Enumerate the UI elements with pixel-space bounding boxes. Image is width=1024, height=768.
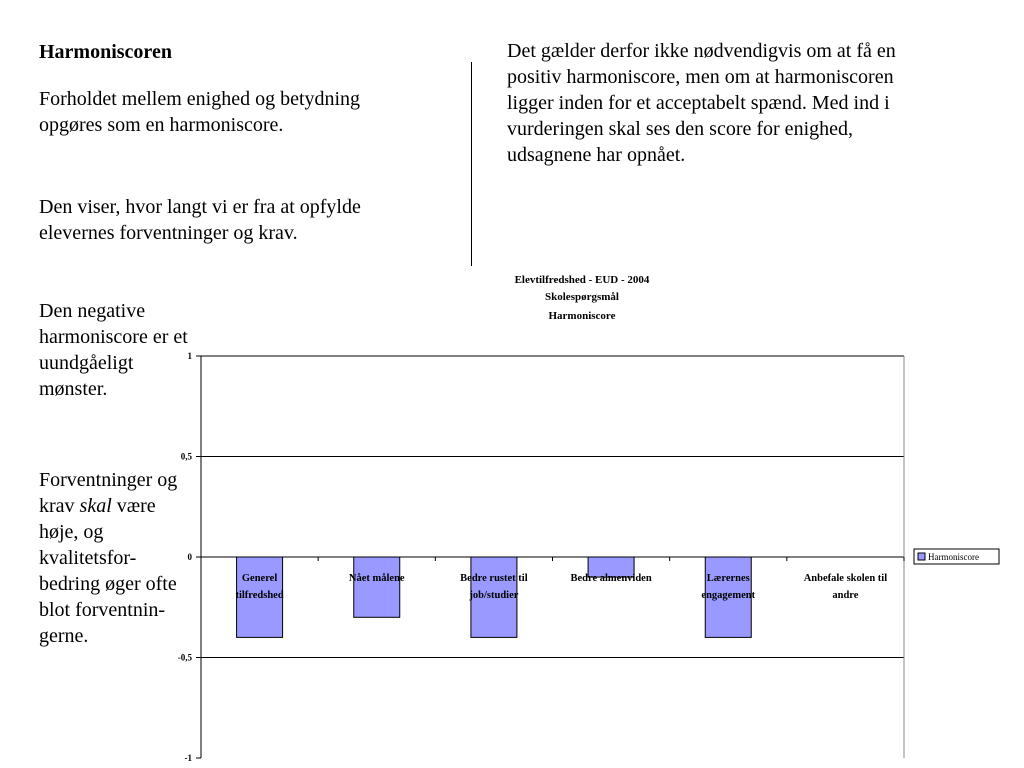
y-tick-label: 1 xyxy=(187,351,192,361)
chart-titles xyxy=(515,274,650,322)
chart-y-axis xyxy=(178,351,201,763)
category-label: Nået målene xyxy=(348,573,405,584)
category-label: Anbefale skolen til xyxy=(803,573,888,584)
y-tick-label: -1 xyxy=(184,753,192,763)
category-label: tilfredshed xyxy=(235,590,284,601)
chart-gridlines xyxy=(201,356,904,758)
category-label: job/studier xyxy=(469,590,519,601)
y-tick-label: -0,5 xyxy=(177,652,192,663)
chart-subtitle: Skolespørgsmål xyxy=(545,291,619,303)
paragraph-meaning: Den viser, hvor langt vi er fra at opfylde elevernes forventninger og krav. xyxy=(39,196,361,244)
emphasis-skal: skal xyxy=(79,495,112,517)
bar xyxy=(354,557,400,617)
chart-category-labels xyxy=(235,573,887,601)
category-label: Bedre almenviden xyxy=(570,573,652,584)
category-label: Generel xyxy=(241,573,278,584)
section-heading: Harmoniscoren xyxy=(39,41,172,63)
paragraph-negative-score: Den negative harmoniscore er et uundgåeligt mønster. xyxy=(39,300,188,400)
paragraph-expectations-start: Forventninger og krav xyxy=(39,469,178,517)
paragraph-expectations-end: være høje, og kvalitetsfor-bedring øger ofte blot forventnin-gerne. xyxy=(39,495,177,647)
chart-subtitle: Harmoniscore xyxy=(548,310,616,322)
y-tick-label: 0,5 xyxy=(180,451,192,462)
legend-swatch xyxy=(918,553,925,560)
category-label: Bedre rustet til xyxy=(460,573,528,584)
chart-title: Elevtilfredshed - EUD - 2004 xyxy=(514,274,650,286)
category-label: andre xyxy=(832,590,859,601)
category-label: engagement xyxy=(701,590,756,601)
paragraph-definition: Forholdet mellem enighed og betydning opgøres som en harmoniscore. xyxy=(39,88,361,136)
legend-label: Harmoniscore xyxy=(928,552,979,562)
y-tick-label: 0 xyxy=(187,552,192,562)
paragraph-acceptable-range: Det gælder derfor ikke nødvendigvis om at få en positiv harmoniscore, men om at harmoniscoren ligger inden for et acceptabelt spænd. Med ind i vurderingen skal ses den score for enighed, udsagnene har opnået. xyxy=(507,40,896,166)
chart-legend xyxy=(914,549,999,564)
category-label: Lærernes xyxy=(706,573,750,584)
